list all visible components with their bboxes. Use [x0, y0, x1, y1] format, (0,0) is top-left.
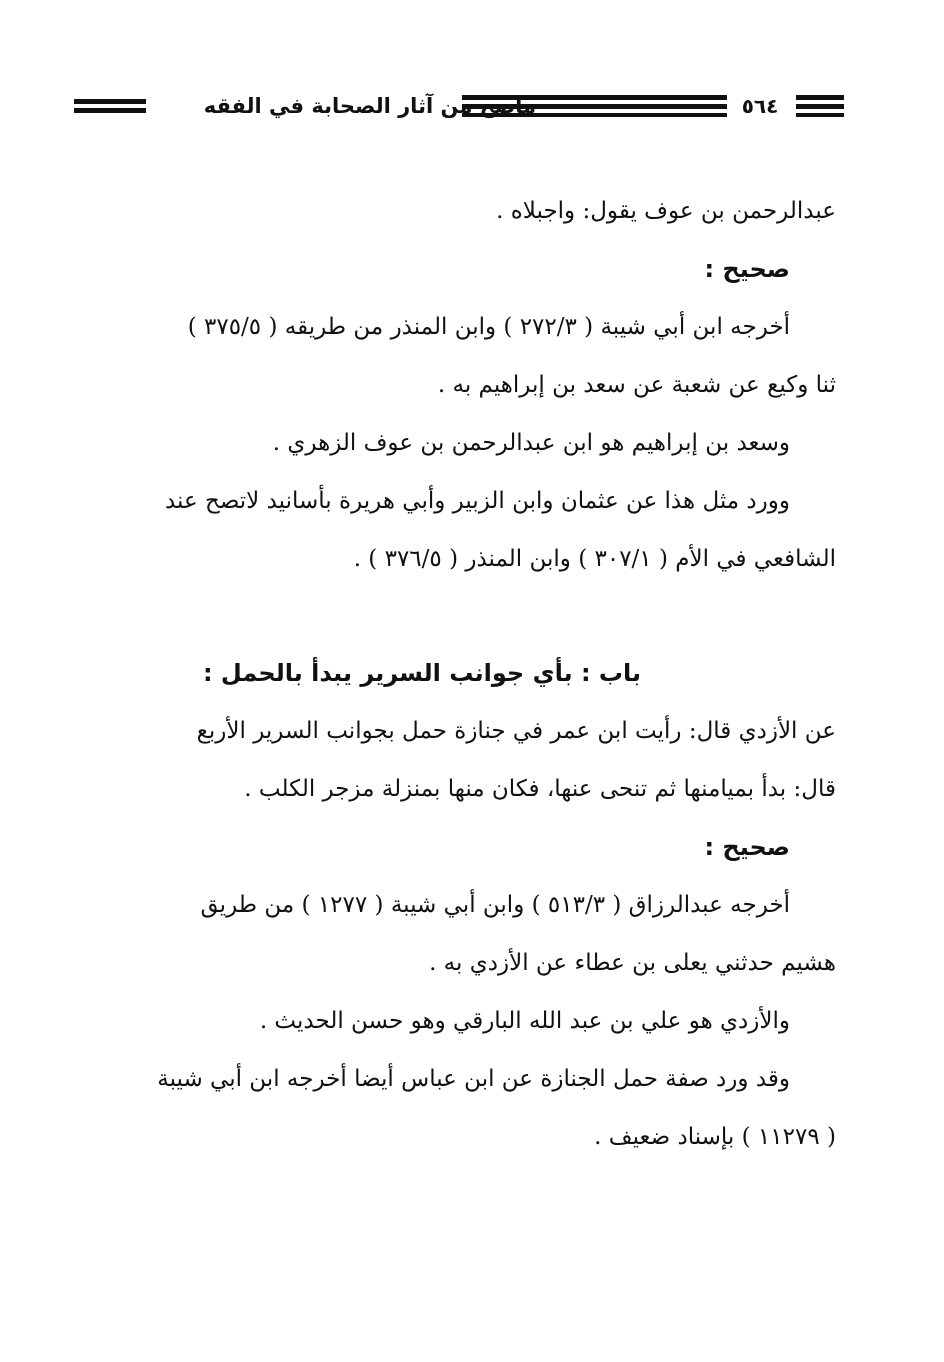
header-rule-left — [74, 108, 146, 113]
text-line: هشيم حدثني يعلى بن عطاء عن الأزدي به . — [429, 950, 836, 976]
section-label: صحيح : — [704, 833, 790, 861]
text-line: ( ١١٢٧٩ ) بإسناد ضعيف . — [594, 1124, 836, 1150]
header-rule-left — [74, 99, 146, 104]
running-title: ماصح من آثار الصحابة في الفقه — [203, 94, 536, 118]
section-gap — [88, 588, 836, 644]
text-line: أخرجه ابن أبي شيبة ( ٢٧٢/٣ ) وابن المنذر من طريقه ( ٣٧٥/٥ ) — [187, 314, 790, 340]
text-line: الشافعي في الأم ( ٣٠٧/١ ) وابن المنذر ( ٣٧٦/٥ ) . — [353, 546, 836, 572]
text-line: أخرجه عبدالرزاق ( ٥١٣/٣ ) وابن أبي شيبة ( ١٢٧٧ ) من طريق — [200, 892, 790, 918]
section-label: صحيح : — [704, 255, 790, 283]
page-number: ٥٦٤ — [741, 94, 779, 118]
header-rule-right — [796, 113, 844, 117]
chapter-heading: باب : بأي جوانب السرير يبدأ بالحمل : — [202, 659, 642, 687]
text-line: وسعد بن إبراهيم هو ابن عبدالرحمن بن عوف الزهري . — [272, 430, 790, 456]
header-rule-right — [796, 95, 844, 100]
text-line: وورد مثل هذا عن عثمان وابن الزبير وأبي هريرة بأسانيد لاتصح عند — [164, 488, 790, 514]
text-line: قال: بدأ بميامنها ثم تنحى عنها، فكان منها بمنزلة مزجر الكلب . — [244, 776, 836, 802]
text-line: عن الأزدي قال: رأيت ابن عمر في جنازة حمل بجوانب السرير الأربع — [196, 718, 836, 744]
text-line: عبدالرحمن بن عوف يقول: واجبلاه . — [496, 198, 836, 224]
text-line: والأزدي هو علي بن عبد الله البارقي وهو حسن الحديث . — [259, 1008, 790, 1034]
text-line: وقد ورد صفة حمل الجنازة عن ابن عباس أيضا أخرجه ابن أبي شيبة — [157, 1066, 790, 1092]
page-header — [74, 86, 844, 126]
header-rule-right — [796, 104, 844, 109]
page-body — [88, 182, 836, 1166]
text-line: ثنا وكيع عن شعبة عن سعد بن إبراهيم به . — [437, 372, 836, 398]
